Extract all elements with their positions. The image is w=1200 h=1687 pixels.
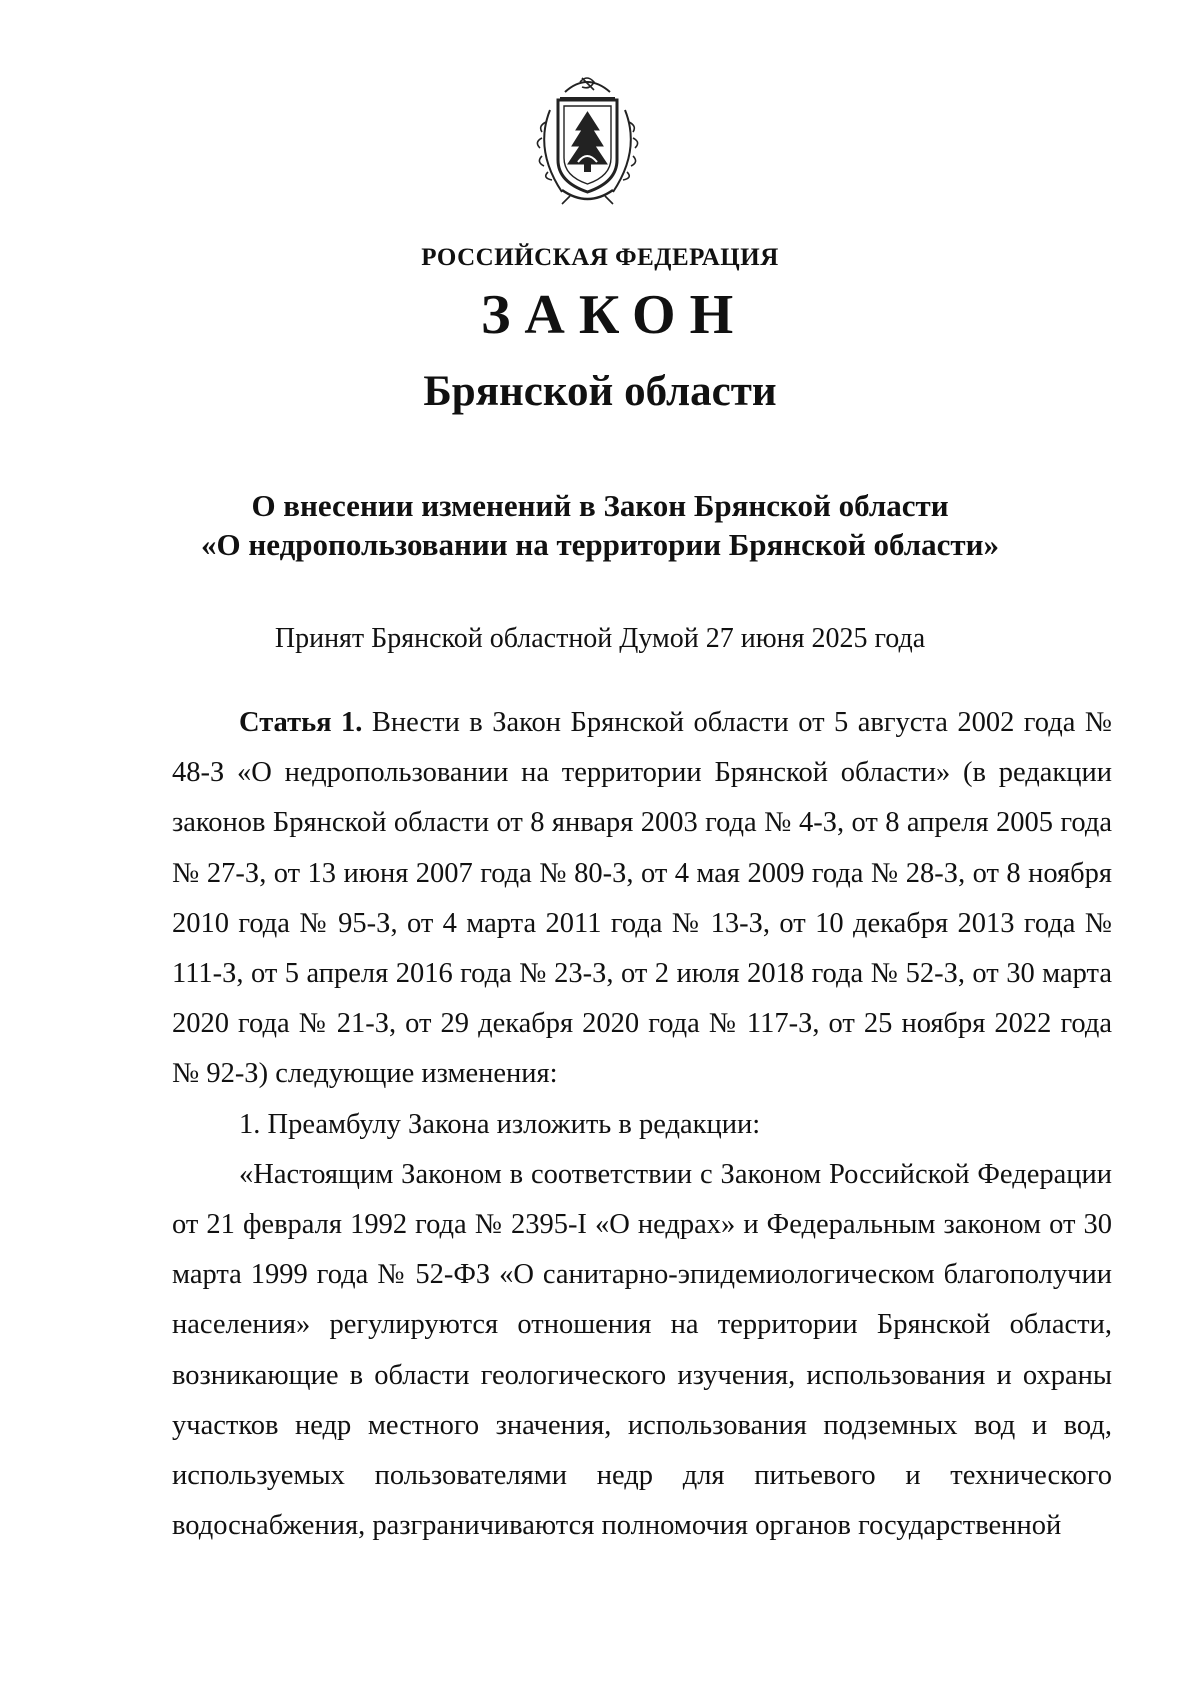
law-heading: ЗАКОН [480, 284, 748, 346]
adoption-note: Принят Брянской областной Думой 27 июня 2025 года [274, 623, 926, 654]
item-1-paragraph: 1. Преамбулу Закона изложить в редакции: [239, 1108, 761, 1140]
article-1-paragraph [172, 698, 1112, 1100]
law-body [172, 698, 1112, 1551]
law-title-line-2: «О недропользовании на территории Брянской области» [201, 527, 999, 562]
federation-heading: РОССИЙСКАЯ ФЕДЕРАЦИЯ [421, 244, 779, 271]
preamble-quote-paragraph: «Настоящим Законом в соответствии с Законом Российской Федерации от 21 февраля 1992 года № 2395-I «О недрах» и Федеральным законом от 30 марта 1999 года № 52-ФЗ «О санитарно-эпидемиологическом благополучии населения» регулируются отношения на территории Брянской области, возникающие в области геологического изучения, использования и охраны участков недр местного значения, использования подземных вод и вод, используемых пользователями недр для питьевого и технического водоснабжения, разграничиваются полномочия органов государственной [172, 1158, 1112, 1542]
article-1-label: Статья 1. [239, 707, 363, 738]
law-title-line-1: О внесении изменений в Закон Брянской области [251, 488, 949, 523]
article-1-text: Внести в Закон Брянской области от 5 августа 2002 года № 48-З «О недропользовании на территории Брянской области» (в редакции законов Брянской области от 8 января 2003 года № 4-З, от 8 апреля 2005 года № 27-З, от 13 июня 2007 года № 80-З, от 4 мая 2009 года № 28-З, от 8 ноября 2010 года № 95-З, от 4 марта 2011 года № 13-З, от 10 декабря 2013 года № 111-З, от 5 апреля 2016 года № 23-З, от 2 июля 2018 года № 52-З, от 30 марта 2020 года № 21-З, от 29 декабря 2020 года № 117-З, от 25 ноября 2022 года № 92-З) следующие изменения: [172, 707, 1112, 1090]
coat-of-arms-emblem [520, 70, 655, 210]
region-heading: Брянской области [423, 368, 777, 415]
